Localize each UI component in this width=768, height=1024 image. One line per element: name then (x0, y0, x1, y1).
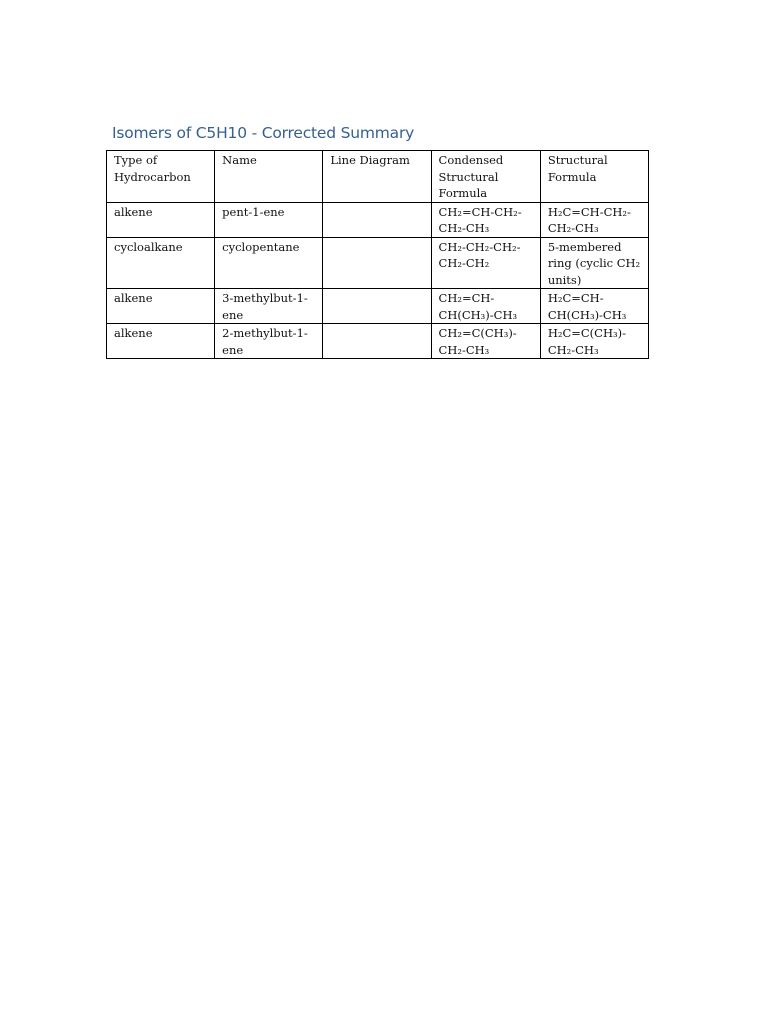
header-cell-structural-formula: Structural Formula (540, 151, 648, 203)
cell-name: 2-methylbut-1-ene (215, 324, 323, 359)
cell-line-diagram (323, 202, 431, 237)
cell-line-diagram (323, 324, 431, 359)
cell-structural-formula: 5-membered ring (cyclic CH₂ units) (540, 237, 648, 289)
cell-structural-formula: H₂C=C(CH₃)-CH₂-CH₃ (540, 324, 648, 359)
cell-line-diagram (323, 289, 431, 324)
document-title: Isomers of C5H10 - Corrected Summary (112, 124, 415, 142)
table-row (107, 324, 649, 359)
table-row (107, 237, 649, 289)
cell-structural-formula: H₂C=CH-CH₂-CH₂-CH₃ (540, 202, 648, 237)
isomers-table (106, 150, 649, 359)
header-cell-type: Type of Hydrocarbon (107, 151, 215, 203)
cell-condensed-formula: CH₂=CH-CH₂-CH₂-CH₃ (431, 202, 540, 237)
table-row (107, 202, 649, 237)
cell-type: alkene (107, 324, 215, 359)
table-header-row (107, 151, 649, 203)
cell-name: pent-1-ene (215, 202, 323, 237)
cell-type: alkene (107, 289, 215, 324)
header-cell-name: Name (215, 151, 323, 203)
header-cell-line-diagram: Line Diagram (323, 151, 431, 203)
table-row (107, 289, 649, 324)
cell-condensed-formula: CH₂=CH-CH(CH₃)-CH₃ (431, 289, 540, 324)
cell-structural-formula: H₂C=CH-CH(CH₃)-CH₃ (540, 289, 648, 324)
cell-line-diagram (323, 237, 431, 289)
cell-condensed-formula: CH₂=C(CH₃)-CH₂-CH₃ (431, 324, 540, 359)
cell-type: cycloalkane (107, 237, 215, 289)
cell-name: cyclopentane (215, 237, 323, 289)
cell-type: alkene (107, 202, 215, 237)
cell-condensed-formula: CH₂-CH₂-CH₂-CH₂-CH₂ (431, 237, 540, 289)
cell-name: 3-methylbut-1-ene (215, 289, 323, 324)
header-cell-condensed-formula: Condensed Structural Formula (431, 151, 540, 203)
